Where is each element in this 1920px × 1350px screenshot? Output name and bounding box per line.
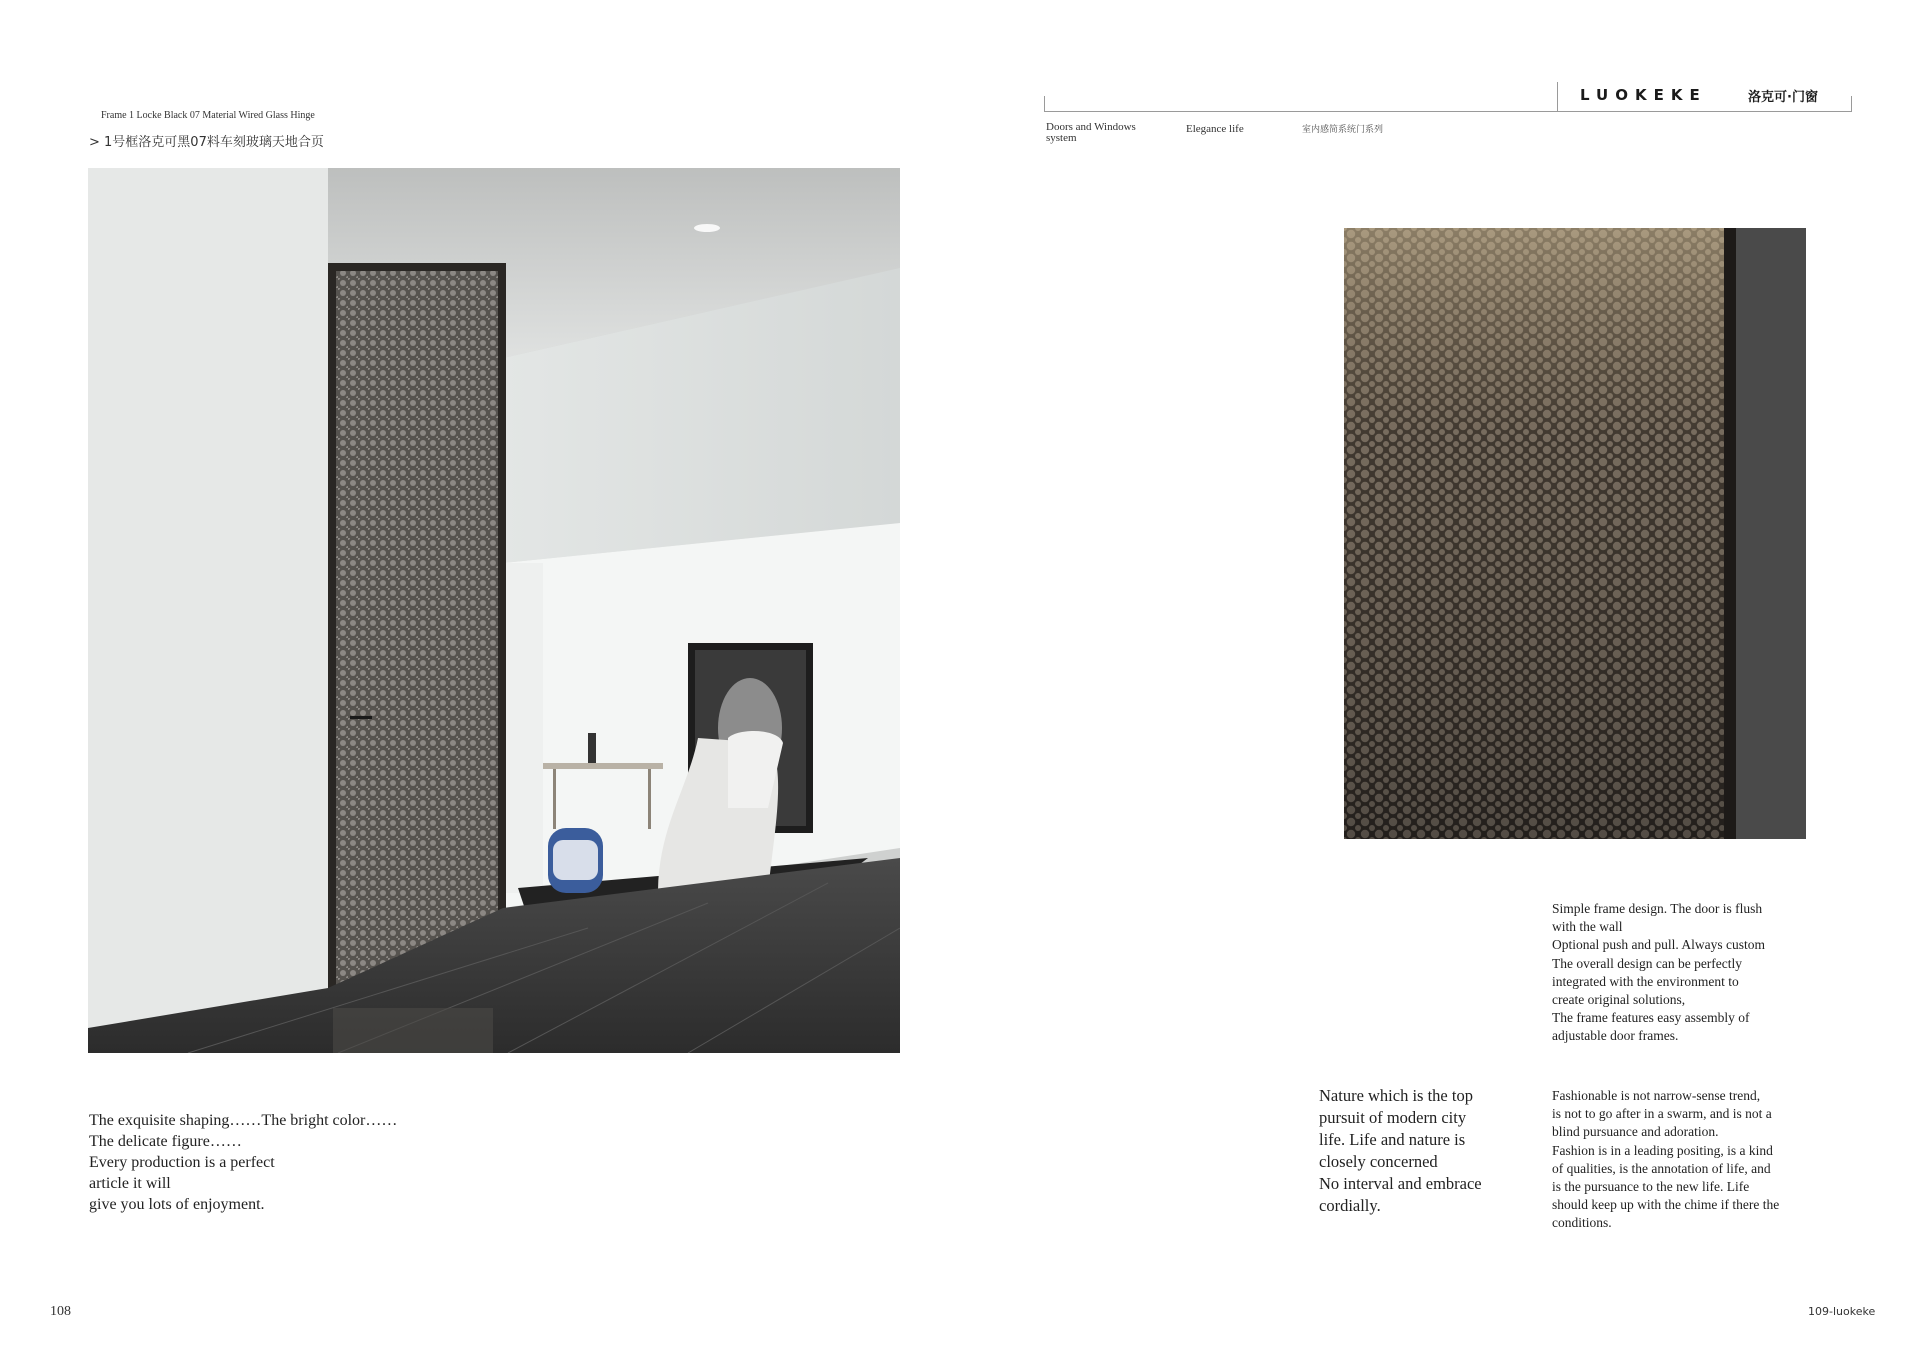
fashion-line: Fashion is in a leading positing, is a kind [1552,1142,1773,1158]
frame-design-paragraph [1552,900,1765,1046]
intro-line: The delicate figure…… [89,1133,242,1150]
section-label-elegance-life: Elegance life [1186,123,1244,135]
fashion-line: should keep up with the chime if there the [1552,1197,1780,1213]
intro-line: give you lots of enjoyment. [89,1196,265,1213]
frame-line: Simple frame design. The door is flush [1552,901,1763,916]
brand-logo-text: LUOKEKE [1580,86,1707,104]
nature-line: closely concerned [1319,1152,1438,1171]
section-label-chinese-series: 室内感简系统门系列 [1302,125,1384,135]
fashion-line: of qualities, is the annotation of life, and [1552,1160,1771,1176]
glass-detail-photo [1344,228,1806,839]
fashion-line: Fashionable is not narrow-sense trend, [1552,1088,1761,1103]
frame-line: The frame features easy assembly of [1552,1010,1750,1026]
fashion-line: is the pursuance to the new life. Life [1552,1179,1750,1195]
fashion-line: conditions. [1552,1215,1612,1231]
header-rule [1044,111,1852,112]
section-label-doors-windows: Doors and Windows system [1046,121,1136,144]
interior-photo [88,168,900,1053]
caption-chinese: > 1号框洛克可黑07料车刻玻璃天地合页 [89,135,324,150]
frame-line: Optional push and pull. Always custom [1552,937,1765,953]
nature-paragraph [1319,1085,1482,1217]
nature-line: No interval and embrace [1319,1174,1482,1193]
caption-english: Frame 1 Locke Black 07 Material Wired Glass Hinge [101,110,315,121]
page-number-left: 108 [50,1304,71,1319]
intro-line: article it will [89,1175,171,1192]
frame-line: with the wall [1552,919,1623,935]
frame-line: The overall design can be perfectly [1552,955,1743,971]
nature-line: pursuit of modern city [1319,1108,1467,1127]
intro-line: The exquisite shaping……The bright color…… [89,1112,398,1129]
intro-line: Every production is a perfect [89,1154,275,1171]
nature-line: life. Life and nature is [1319,1130,1466,1149]
header-rule-tick-left [1044,96,1045,112]
frame-line: create original solutions, [1552,992,1686,1008]
brand-logo-chinese: 洛克可·门窗 [1748,90,1818,105]
header-rule-divider [1557,82,1558,112]
header-rule-tick-right [1851,96,1852,112]
frame-line: adjustable door frames. [1552,1028,1679,1044]
page-number-right: 109-luokeke [1808,1305,1876,1318]
fashion-line: blind pursuance and adoration. [1552,1124,1719,1140]
nature-line: Nature which is the top [1319,1086,1473,1105]
frame-line: integrated with the environment to [1552,973,1739,989]
fashion-paragraph [1552,1087,1779,1233]
nature-line: cordially. [1319,1196,1381,1215]
intro-paragraph [89,1110,397,1215]
fashion-line: is not to go after in a swarm, and is not a [1552,1106,1772,1122]
